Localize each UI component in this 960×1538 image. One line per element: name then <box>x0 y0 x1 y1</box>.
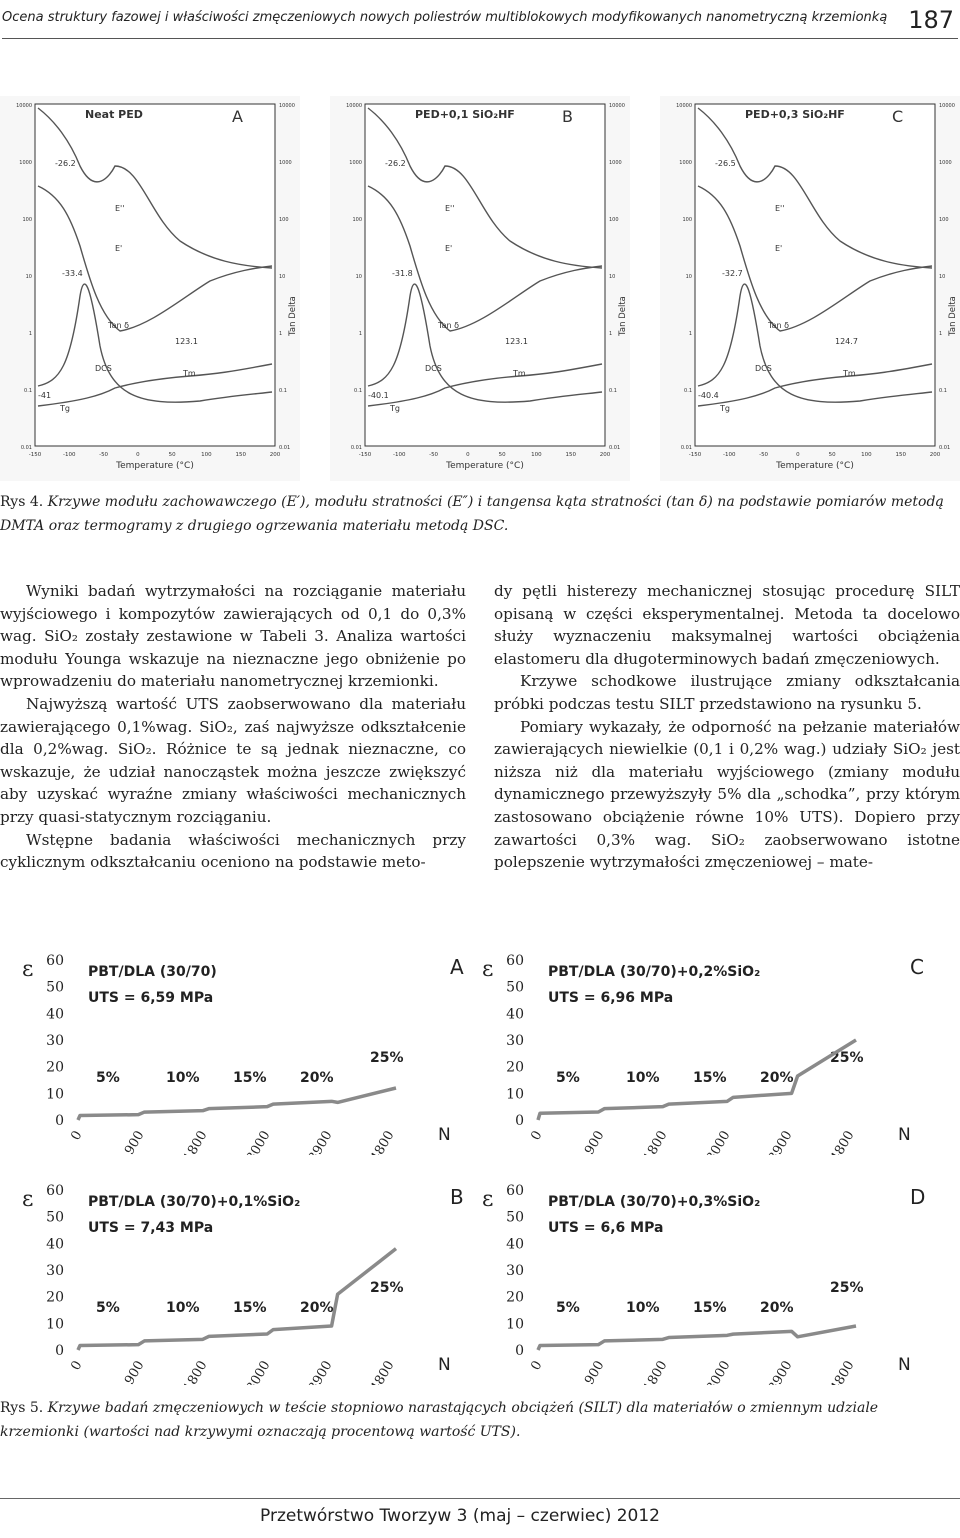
dma-y-tick-label: 100 <box>682 217 692 223</box>
body-column-left <box>0 580 466 874</box>
silt-x-tick-label: 3900 <box>305 1128 336 1155</box>
dma-y2-tick-label: 1 <box>939 331 943 337</box>
silt-step-label: 25% <box>370 1050 404 1066</box>
silt-x-tick-label: 900 <box>122 1128 148 1155</box>
dma-y-tick-label: 0.01 <box>350 445 362 451</box>
silt-y-tick-label: 50 <box>46 1209 64 1226</box>
dma-x-tick-label: 150 <box>235 452 246 458</box>
paragraph: Najwyższą wartość UTS zaobserwowano dla materiału zawierającego 0,1%wag. SiO₂, zaś najwyższe odkształcenie dla 0,2%wag. SiO₂. Różnice te są jednak nieznaczne, co wskazuje, że udział nanocząstek można jeszcze zwiększyć aby uzyskać wyraźne zmiany właściwości mechanicznych przy quasi-statycznym rozciąganiu. <box>0 694 466 826</box>
dma-y2-tick-label: 100 <box>609 217 619 223</box>
dma-x-axis-title: Temperature (°C) <box>446 461 524 471</box>
silt-panel-title: PBT/DLA (30/70)+0,1%SiO₂ <box>88 1194 301 1210</box>
dma-x-tick-label: 100 <box>201 452 212 458</box>
silt-step-label: 10% <box>166 1300 200 1316</box>
dma-y-tick-label: 0.01 <box>680 445 692 451</box>
dma-panel-title: PED+0,3 SiO₂HF <box>745 108 845 121</box>
dma-y-tick-label: 0.1 <box>684 388 692 394</box>
silt-y-tick-label: 20 <box>506 1059 524 1076</box>
silt-y-tick-label: 20 <box>46 1289 64 1306</box>
e-double-prime-label: E'' <box>775 204 785 213</box>
figure-5 <box>0 940 960 1390</box>
silt-panel-letter: B <box>450 1185 464 1209</box>
dma-y2-tick-label: 1 <box>609 331 613 337</box>
tan-delta-label: Tan δ <box>108 321 129 330</box>
dma-x-tick-label: -150 <box>28 452 42 458</box>
silt-y-tick-label: 60 <box>506 1183 524 1199</box>
silt-x-tick-label: 3000 <box>703 1128 734 1155</box>
running-head <box>2 6 958 34</box>
dma-y-tick-label: 0.01 <box>20 445 32 451</box>
dcs-label: DCS <box>425 364 442 373</box>
silt-step-label: 20% <box>300 1300 334 1316</box>
dma-y2-axis-title: Tan Delta <box>288 296 298 336</box>
dma-x-tick-label: 200 <box>599 452 611 458</box>
dma-y-tick-label: 10 <box>685 274 692 280</box>
silt-x-tick-label: 0 <box>68 1358 86 1374</box>
silt-x-tick-label: 900 <box>582 1358 608 1385</box>
silt-step-label: 5% <box>96 1070 120 1086</box>
dcs-label: DCS <box>755 364 772 373</box>
journal-footer: Przetwórstwo Tworzyw 3 (maj – czerwiec) 2012 <box>260 1506 660 1526</box>
dma-x-tick-label: 0 <box>136 452 140 458</box>
silt-panel-a <box>20 940 480 1155</box>
dma-y-tick-label: 10 <box>355 274 362 280</box>
silt-x-tick-label: 0 <box>528 1358 546 1374</box>
silt-y-tick-label: 10 <box>506 1316 524 1333</box>
figure-4-caption-text: Krzywe modułu zachowawczego (E′), modułu stratności (E″) i tangensa kąta stratności (tan δ) na podstawie pomiarów metodą DMTA oraz termogramy z drugiego ogrzewania materiału metodą DSC. <box>0 494 944 534</box>
silt-panel-letter: D <box>910 1185 926 1209</box>
silt-x-tick-label: 3900 <box>765 1128 796 1155</box>
tm-value-label: 123.1 <box>505 337 528 346</box>
figure-5-caption <box>0 1396 955 1444</box>
silt-panel-d <box>480 1170 940 1385</box>
dma-y-tick-label: 10000 <box>16 103 32 109</box>
dma-y2-tick-label: 10 <box>279 274 286 280</box>
e-prime-label: E' <box>775 244 783 253</box>
dma-y2-tick-label: 0.1 <box>939 388 947 394</box>
silt-y-tick-label: 50 <box>506 1209 524 1226</box>
paragraph: Wstępne badania właściwości mechanicznych przy cyklicznym odkształcaniu oceniono na podstawie meto- <box>0 830 466 872</box>
tm-value-label: 124.7 <box>835 337 858 346</box>
tg-value-label: -40.4 <box>698 391 719 400</box>
silt-x-tick-label: 1800 <box>180 1358 211 1385</box>
silt-x-tick-label: 0 <box>528 1128 546 1144</box>
dma-y2-tick-label: 0.1 <box>609 388 617 394</box>
dma-panel-c <box>660 96 960 481</box>
silt-y-tick-label: 0 <box>55 1113 64 1129</box>
dma-y-tick-label: 10000 <box>346 103 362 109</box>
dma-y2-tick-label: 10000 <box>939 103 955 109</box>
silt-x-tick-label: 4800 <box>827 1128 858 1155</box>
silt-y-tick-label: 30 <box>46 1263 64 1279</box>
silt-step-label: 10% <box>626 1300 660 1316</box>
silt-uts-label: UTS = 6,59 MPa <box>88 990 214 1006</box>
dma-y2-tick-label: 10 <box>609 274 616 280</box>
tm-value-label: 123.1 <box>175 337 198 346</box>
dma-x-axis-title: Temperature (°C) <box>776 461 854 471</box>
dma-x-tick-label: -100 <box>63 452 76 458</box>
dma-y2-tick-label: 1 <box>279 331 283 337</box>
silt-step-curve <box>538 1326 856 1350</box>
n-axis-symbol: N <box>898 1355 911 1375</box>
silt-y-tick-label: 10 <box>46 1316 64 1333</box>
silt-step-label: 20% <box>760 1070 794 1086</box>
dma-y2-tick-label: 100 <box>939 217 949 223</box>
dma-y2-tick-label: 10000 <box>279 103 295 109</box>
dma-x-tick-label: -150 <box>358 452 372 458</box>
silt-panel-b <box>20 1170 480 1385</box>
e-double-prime-label: E'' <box>115 204 125 213</box>
silt-y-tick-label: 30 <box>46 1033 64 1049</box>
dma-y-tick-label: 100 <box>22 217 32 223</box>
silt-y-tick-label: 20 <box>46 1059 64 1076</box>
tg-label: Tg <box>390 404 400 413</box>
epsilon-symbol: ε <box>22 1187 34 1212</box>
peak-label: -26.5 <box>715 159 736 168</box>
silt-step-label: 20% <box>300 1070 334 1086</box>
dma-y-tick-label: 1 <box>358 331 362 337</box>
e-double-prime-label: E'' <box>445 204 455 213</box>
dma-y2-tick-label: 0.01 <box>279 445 291 451</box>
dma-x-tick-label: 150 <box>565 452 576 458</box>
dma-x-tick-label: 50 <box>168 452 176 458</box>
dma-y2-axis-title: Tan Delta <box>618 296 628 336</box>
dma-x-tick-label: 200 <box>929 452 941 458</box>
n-axis-symbol: N <box>438 1355 451 1375</box>
silt-step-label: 25% <box>830 1050 864 1066</box>
silt-step-label: 5% <box>96 1300 120 1316</box>
silt-panel-letter: C <box>910 955 924 979</box>
dma-y-tick-label: 1000 <box>19 160 32 166</box>
dma-panel-letter: B <box>562 107 573 126</box>
silt-y-tick-label: 40 <box>46 1236 64 1253</box>
dma-y-tick-label: 100 <box>352 217 362 223</box>
tg-value-label: -41 <box>38 391 52 400</box>
dma-y2-tick-label: 1000 <box>939 160 952 166</box>
silt-x-tick-label: 3000 <box>703 1358 734 1385</box>
silt-y-tick-label: 30 <box>506 1263 524 1279</box>
dma-x-axis-title: Temperature (°C) <box>116 461 194 471</box>
dma-y-tick-label: 0.1 <box>24 388 32 394</box>
silt-chart <box>480 940 940 1155</box>
silt-step-label: 10% <box>166 1070 200 1086</box>
silt-x-tick-label: 4800 <box>367 1358 398 1385</box>
footer-rule <box>0 1498 960 1499</box>
dma-x-tick-label: -100 <box>723 452 736 458</box>
silt-x-tick-label: 1800 <box>180 1128 211 1155</box>
e-prime-label: E' <box>115 244 123 253</box>
tm-label: Tm <box>513 369 526 378</box>
silt-y-tick-label: 60 <box>46 953 64 969</box>
dma-x-tick-label: 150 <box>895 452 906 458</box>
silt-panel-letter: A <box>450 955 464 979</box>
dma-y-tick-label: 10000 <box>676 103 692 109</box>
silt-x-tick-label: 3000 <box>243 1128 274 1155</box>
silt-step-label: 15% <box>693 1300 727 1316</box>
paragraph: dy pętli histerezy mechanicznej stosując procedurę SILT opisaną w części eksperymentalnej. Metoda ta docelowo służy wyznaczeniu maksymalnej wartości obciążenia elastomeru dla długoterminowych badań zmęczeniowych. <box>494 582 960 668</box>
header-rule <box>2 38 958 39</box>
dma-x-tick-label: -50 <box>429 452 439 458</box>
silt-y-tick-label: 40 <box>506 1236 524 1253</box>
figure-4-caption-label: Rys 4. <box>0 494 44 510</box>
silt-y-tick-label: 60 <box>46 1183 64 1199</box>
silt-x-tick-label: 3900 <box>305 1358 336 1385</box>
dma-y-tick-label: 10 <box>25 274 32 280</box>
dma-y-tick-label: 1 <box>28 331 32 337</box>
dma-x-tick-label: -50 <box>99 452 109 458</box>
dma-y-tick-label: 1000 <box>679 160 692 166</box>
dma-y-tick-label: 1 <box>688 331 692 337</box>
dma-x-tick-label: 50 <box>828 452 836 458</box>
silt-y-tick-label: 60 <box>506 953 524 969</box>
silt-uts-label: UTS = 6,6 MPa <box>548 1220 664 1236</box>
page-number: 187 <box>908 6 954 34</box>
tg-label: Tg <box>720 404 730 413</box>
silt-step-label: 20% <box>760 1300 794 1316</box>
dma-x-tick-label: -50 <box>759 452 769 458</box>
dma-x-tick-label: -150 <box>688 452 702 458</box>
tg-label: Tg <box>60 404 70 413</box>
dma-panel-title: Neat PED <box>85 108 143 121</box>
dma-y-tick-label: 0.1 <box>354 388 362 394</box>
dma-panel-b <box>330 96 630 481</box>
silt-y-tick-label: 40 <box>46 1006 64 1023</box>
dma-x-tick-label: 100 <box>861 452 872 458</box>
silt-panel-c <box>480 940 940 1155</box>
tg-modulus-label: -31.8 <box>392 269 413 278</box>
silt-step-curve <box>78 1088 396 1120</box>
dma-y2-tick-label: 0.1 <box>279 388 287 394</box>
dma-chart <box>0 96 300 481</box>
silt-panel-title: PBT/DLA (30/70)+0,2%SiO₂ <box>548 964 761 980</box>
silt-step-label: 5% <box>556 1300 580 1316</box>
silt-y-tick-label: 0 <box>55 1343 64 1359</box>
silt-x-tick-label: 0 <box>68 1128 86 1144</box>
paragraph: Krzywe schodkowe ilustrujące zmiany odkształcania próbki podczas testu SILT przedstawiono na rysunku 5. <box>494 672 960 713</box>
tan-delta-label: Tan δ <box>768 321 789 330</box>
silt-uts-label: UTS = 7,43 MPa <box>88 1220 214 1236</box>
paragraph: Wyniki badań wytrzymałości na rozciąganie materiału wyjściowego i kompozytów zawierających od 0,1 do 0,3% wag. SiO₂ zostały zestawione w Tabeli 3. Analiza wartości modułu Younga wskazuje na nieznaczne jego obniżenie po wprowadzeniu do materiału nanometrycznej krzemionki. <box>0 582 466 691</box>
silt-chart <box>20 1170 480 1385</box>
silt-x-tick-label: 1800 <box>640 1128 671 1155</box>
silt-uts-label: UTS = 6,96 MPa <box>548 990 674 1006</box>
dma-y-tick-label: 1000 <box>349 160 362 166</box>
silt-step-label: 15% <box>693 1070 727 1086</box>
peak-label: -26.2 <box>55 159 76 168</box>
silt-x-tick-label: 4800 <box>367 1128 398 1155</box>
silt-step-label: 25% <box>370 1280 404 1296</box>
silt-step-label: 15% <box>233 1070 267 1086</box>
running-title: Ocena struktury fazowej i właściwości zmęczeniowych nowych poliestrów multiblokowych modyfikowanych nanometryczną krzemionką <box>2 10 888 25</box>
figure-4-caption <box>0 490 955 538</box>
dma-y2-tick-label: 1000 <box>279 160 292 166</box>
silt-y-tick-label: 20 <box>506 1289 524 1306</box>
tg-modulus-label: -33.4 <box>62 269 83 278</box>
figure-5-caption-text: Krzywe badań zmęczeniowych w teście stopniowo narastających obciążeń (SILT) dla materiałów o zmiennym udziale krzemionki (wartości nad krzywymi oznaczają procentową wartość UTS). <box>0 1400 879 1440</box>
dma-y2-tick-label: 100 <box>279 217 289 223</box>
dma-x-tick-label: 200 <box>269 452 281 458</box>
dma-panel-letter: A <box>232 107 243 126</box>
silt-y-tick-label: 30 <box>506 1033 524 1049</box>
silt-chart <box>20 940 480 1155</box>
silt-step-label: 25% <box>830 1280 864 1296</box>
dma-panel-letter: C <box>892 107 904 126</box>
dma-x-tick-label: 0 <box>466 452 470 458</box>
dma-y2-tick-label: 1000 <box>609 160 622 166</box>
silt-y-tick-label: 50 <box>506 979 524 996</box>
dma-x-tick-label: 100 <box>531 452 542 458</box>
dma-panel-title: PED+0,1 SiO₂HF <box>415 108 515 121</box>
silt-x-tick-label: 1800 <box>640 1358 671 1385</box>
tan-delta-label: Tan δ <box>438 321 459 330</box>
n-axis-symbol: N <box>438 1125 451 1145</box>
n-axis-symbol: N <box>898 1125 911 1145</box>
silt-panel-title: PBT/DLA (30/70)+0,3%SiO₂ <box>548 1194 761 1210</box>
dma-x-tick-label: 50 <box>498 452 506 458</box>
silt-step-label: 10% <box>626 1070 660 1086</box>
dma-y2-tick-label: 0.01 <box>609 445 621 451</box>
tg-modulus-label: -32.7 <box>722 269 743 278</box>
silt-panel-title: PBT/DLA (30/70) <box>88 964 217 980</box>
dma-y2-tick-label: 10000 <box>609 103 625 109</box>
tg-value-label: -40.1 <box>368 391 389 400</box>
silt-x-tick-label: 900 <box>122 1358 148 1385</box>
silt-y-tick-label: 50 <box>46 979 64 996</box>
epsilon-symbol: ε <box>482 1187 494 1212</box>
figure-5-caption-label: Rys 5. <box>0 1400 44 1416</box>
paragraph: Pomiary wykazały, że odporność na pełzanie materiałów zawierających niewielkie (0,1 i 0,2% wag.) udziały SiO₂ jest niższa niż dla materiału wyjściowego (zmiany modułu dynamicznego przewyższyły 5% dla „schodka”, przy którym zastosowano obciążenie równe 10% UTS). Dopiero przy zawartości 0,3% wag. SiO₂ zaobserwowano istotne polepszenie wytrzymałości zmęczeniowej – mate- <box>494 717 960 872</box>
dma-y2-tick-label: 0.01 <box>939 445 951 451</box>
silt-y-tick-label: 0 <box>515 1113 524 1129</box>
epsilon-symbol: ε <box>482 957 494 982</box>
silt-chart <box>480 1170 940 1385</box>
silt-x-tick-label: 3000 <box>243 1358 274 1385</box>
silt-x-tick-label: 900 <box>582 1128 608 1155</box>
dcs-label: DCS <box>95 364 112 373</box>
silt-step-label: 15% <box>233 1300 267 1316</box>
dma-x-tick-label: 0 <box>796 452 800 458</box>
silt-x-tick-label: 4800 <box>827 1358 858 1385</box>
silt-y-tick-label: 10 <box>46 1086 64 1103</box>
dma-y2-axis-title: Tan Delta <box>948 296 958 336</box>
figure-4 <box>0 96 960 486</box>
dma-chart <box>660 96 960 481</box>
dma-y2-tick-label: 10 <box>939 274 946 280</box>
epsilon-symbol: ε <box>22 957 34 982</box>
silt-y-tick-label: 40 <box>506 1006 524 1023</box>
e-prime-label: E' <box>445 244 453 253</box>
peak-label: -26.2 <box>385 159 406 168</box>
dma-x-tick-label: -100 <box>393 452 406 458</box>
body-column-right <box>494 580 960 874</box>
dma-chart <box>330 96 630 481</box>
silt-step-label: 5% <box>556 1070 580 1086</box>
tm-label: Tm <box>843 369 856 378</box>
silt-y-tick-label: 10 <box>506 1086 524 1103</box>
dma-panel-a <box>0 96 300 481</box>
tm-label: Tm <box>183 369 196 378</box>
silt-x-tick-label: 3900 <box>765 1358 796 1385</box>
silt-y-tick-label: 0 <box>515 1343 524 1359</box>
